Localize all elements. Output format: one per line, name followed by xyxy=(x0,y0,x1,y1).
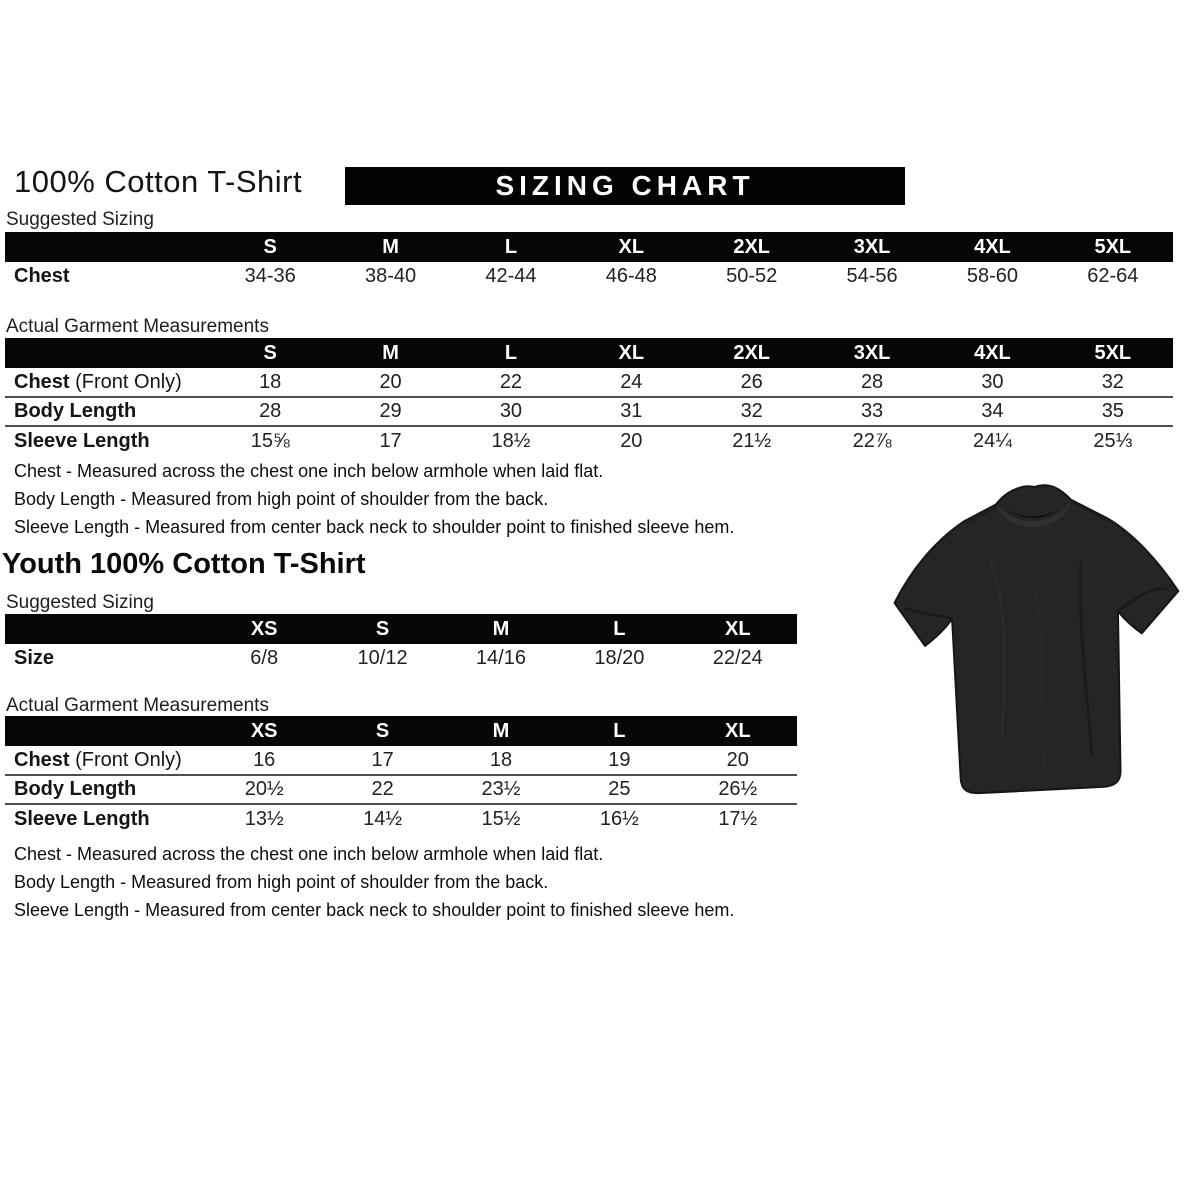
youth-actual-measurements-table xyxy=(5,716,797,833)
table-row xyxy=(5,368,1173,397)
table-header-row xyxy=(5,232,1173,262)
row-label: Chest xyxy=(14,265,70,287)
table-row xyxy=(5,644,797,673)
measurement-cell: 17 xyxy=(371,748,394,771)
size-column-header: 2XL xyxy=(692,338,812,368)
empty-header-cell xyxy=(5,338,210,368)
measurement-cell: 15⅝ xyxy=(210,426,330,455)
adult-actual-measurements-label: Actual Garment Measurements xyxy=(6,316,269,337)
measurement-cell: 34 xyxy=(932,397,1052,426)
measurement-cell: 20½ xyxy=(205,775,323,804)
measurement-note: Sleeve Length - Measured from center back neck to shoulder point to finished sleeve hem. xyxy=(14,517,735,537)
measurement-cell: 19 xyxy=(608,748,631,771)
size-column-header: 3XL xyxy=(812,232,932,262)
measurement-cell: 24 xyxy=(620,370,643,393)
adult-actual-measurements-table xyxy=(5,338,1173,455)
measurement-cell: 32 xyxy=(1101,370,1124,393)
size-column-header: 3XL xyxy=(812,338,932,368)
row-label: Sleeve Length xyxy=(5,426,210,455)
measurement-cell: 18 xyxy=(489,748,513,771)
table-row xyxy=(5,262,1173,291)
row-label: Sleeve Length xyxy=(5,804,205,833)
measurement-cell: 21½ xyxy=(692,426,812,455)
measurement-cell: 35 xyxy=(1053,397,1173,426)
empty-header-cell xyxy=(5,716,205,746)
size-column-header: M xyxy=(442,614,560,644)
table-row xyxy=(5,746,797,775)
measurement-cell: 50-52 xyxy=(726,265,778,287)
measurement-cell: 14½ xyxy=(323,804,441,833)
measurement-cell: 29 xyxy=(330,397,450,426)
measurement-cell: 16 xyxy=(253,748,276,771)
measurement-cell: 22 xyxy=(499,370,523,393)
measurement-cell: 10/12 xyxy=(357,647,408,669)
measurement-cell: 17 xyxy=(330,426,450,455)
measurement-cell: 28 xyxy=(210,397,330,426)
size-column-header: M xyxy=(330,338,450,368)
measurement-cell: 30 xyxy=(451,397,571,426)
measurement-cell: 22 xyxy=(323,775,441,804)
size-column-header: XL xyxy=(571,338,691,368)
black-tshirt-photo xyxy=(888,473,1190,821)
measurement-cell: 54-56 xyxy=(846,265,898,287)
size-column-header: XS xyxy=(205,614,323,644)
empty-header-cell xyxy=(5,614,205,644)
measurement-cell: 38-40 xyxy=(364,265,417,287)
measurement-note: Chest - Measured across the chest one inch below armhole when laid flat. xyxy=(14,461,604,481)
youth-measurement-notes xyxy=(2,840,734,924)
measurement-cell: 22/24 xyxy=(712,647,763,669)
row-label: Size xyxy=(14,647,55,669)
empty-header-cell xyxy=(5,232,210,262)
measurement-note: Sleeve Length - Measured from center back neck to shoulder point to finished sleeve hem. xyxy=(14,900,735,920)
measurement-cell: 30 xyxy=(981,370,1004,393)
size-column-header: XL xyxy=(679,716,797,746)
table-header-row xyxy=(5,338,1173,368)
measurement-cell: 31 xyxy=(571,397,691,426)
measurement-cell: 28 xyxy=(860,370,884,393)
table-header-row xyxy=(5,614,797,644)
size-column-header: 4XL xyxy=(932,338,1052,368)
adult-suggested-sizing-table xyxy=(5,232,1173,291)
youth-suggested-sizing-label: Suggested Sizing xyxy=(6,592,154,613)
size-column-header: S xyxy=(210,232,330,262)
size-column-header: XS xyxy=(205,716,323,746)
measurement-cell: 18 xyxy=(259,370,282,393)
size-column-header: S xyxy=(210,338,330,368)
size-column-header: XL xyxy=(679,614,797,644)
size-column-header: XL xyxy=(571,232,691,262)
size-column-header: 4XL xyxy=(932,232,1052,262)
measurement-cell: 32 xyxy=(692,397,812,426)
youth-actual-measurements-label: Actual Garment Measurements xyxy=(6,695,269,716)
tshirt-body xyxy=(891,481,1185,796)
measurement-cell: 46-48 xyxy=(605,265,657,287)
youth-page-title: Youth 100% Cotton T-Shirt xyxy=(2,548,366,580)
page-title: 100% Cotton T-Shirt xyxy=(14,164,303,199)
adult-measurement-notes xyxy=(2,457,734,541)
measurement-cell: 34-36 xyxy=(244,265,296,287)
measurement-cell: 33 xyxy=(812,397,932,426)
measurement-cell: 6/8 xyxy=(250,647,279,669)
measurement-cell: 23½ xyxy=(442,775,560,804)
table-row xyxy=(5,426,1173,455)
size-column-header: 5XL xyxy=(1053,232,1173,262)
size-column-header: L xyxy=(560,716,678,746)
table-row xyxy=(5,397,1173,426)
row-label: Chest (Front Only) xyxy=(14,748,182,771)
measurement-note: Body Length - Measured from high point of shoulder from the back. xyxy=(14,872,549,892)
measurement-cell: 42-44 xyxy=(485,265,537,287)
measurement-cell: 16½ xyxy=(560,804,678,833)
sizing-chart-banner: SIZING CHART xyxy=(345,167,905,205)
size-column-header: 5XL xyxy=(1053,338,1173,368)
measurement-cell: 17½ xyxy=(679,804,797,833)
tshirt-illustration xyxy=(888,473,1190,821)
table-row xyxy=(5,804,797,833)
measurement-cell: 15½ xyxy=(442,804,560,833)
measurement-cell: 20 xyxy=(571,426,691,455)
size-column-header: L xyxy=(451,338,571,368)
measurement-cell: 20 xyxy=(726,748,749,771)
measurement-cell: 25⅓ xyxy=(1053,426,1173,455)
measurement-note: Body Length - Measured from high point of shoulder from the back. xyxy=(14,489,549,509)
measurement-cell: 25 xyxy=(560,775,678,804)
measurement-cell: 13½ xyxy=(205,804,323,833)
table-header-row xyxy=(5,716,797,746)
size-column-header: M xyxy=(330,232,450,262)
measurement-cell: 18/20 xyxy=(594,647,645,669)
row-label: Body Length xyxy=(5,397,210,426)
measurement-cell: 26 xyxy=(740,370,763,393)
row-label: Chest (Front Only) xyxy=(14,370,182,393)
measurement-note: Chest - Measured across the chest one inch below armhole when laid flat. xyxy=(14,844,604,864)
measurement-cell: 22⅞ xyxy=(812,426,932,455)
row-label: Body Length xyxy=(5,775,205,804)
youth-suggested-sizing-table xyxy=(5,614,797,673)
measurement-cell: 18½ xyxy=(451,426,571,455)
measurement-cell: 58-60 xyxy=(966,265,1019,287)
measurement-cell: 26½ xyxy=(679,775,797,804)
size-column-header: M xyxy=(442,716,560,746)
measurement-cell: 62-64 xyxy=(1087,265,1139,287)
size-column-header: 2XL xyxy=(692,232,812,262)
table-row xyxy=(5,775,797,804)
measurement-cell: 20 xyxy=(379,370,402,393)
measurement-cell: 24¼ xyxy=(932,426,1052,455)
size-column-header: L xyxy=(451,232,571,262)
measurement-cell: 14/16 xyxy=(475,647,526,669)
size-column-header: S xyxy=(323,614,441,644)
adult-suggested-sizing-label: Suggested Sizing xyxy=(6,209,154,230)
size-column-header: L xyxy=(560,614,678,644)
size-column-header: S xyxy=(323,716,441,746)
